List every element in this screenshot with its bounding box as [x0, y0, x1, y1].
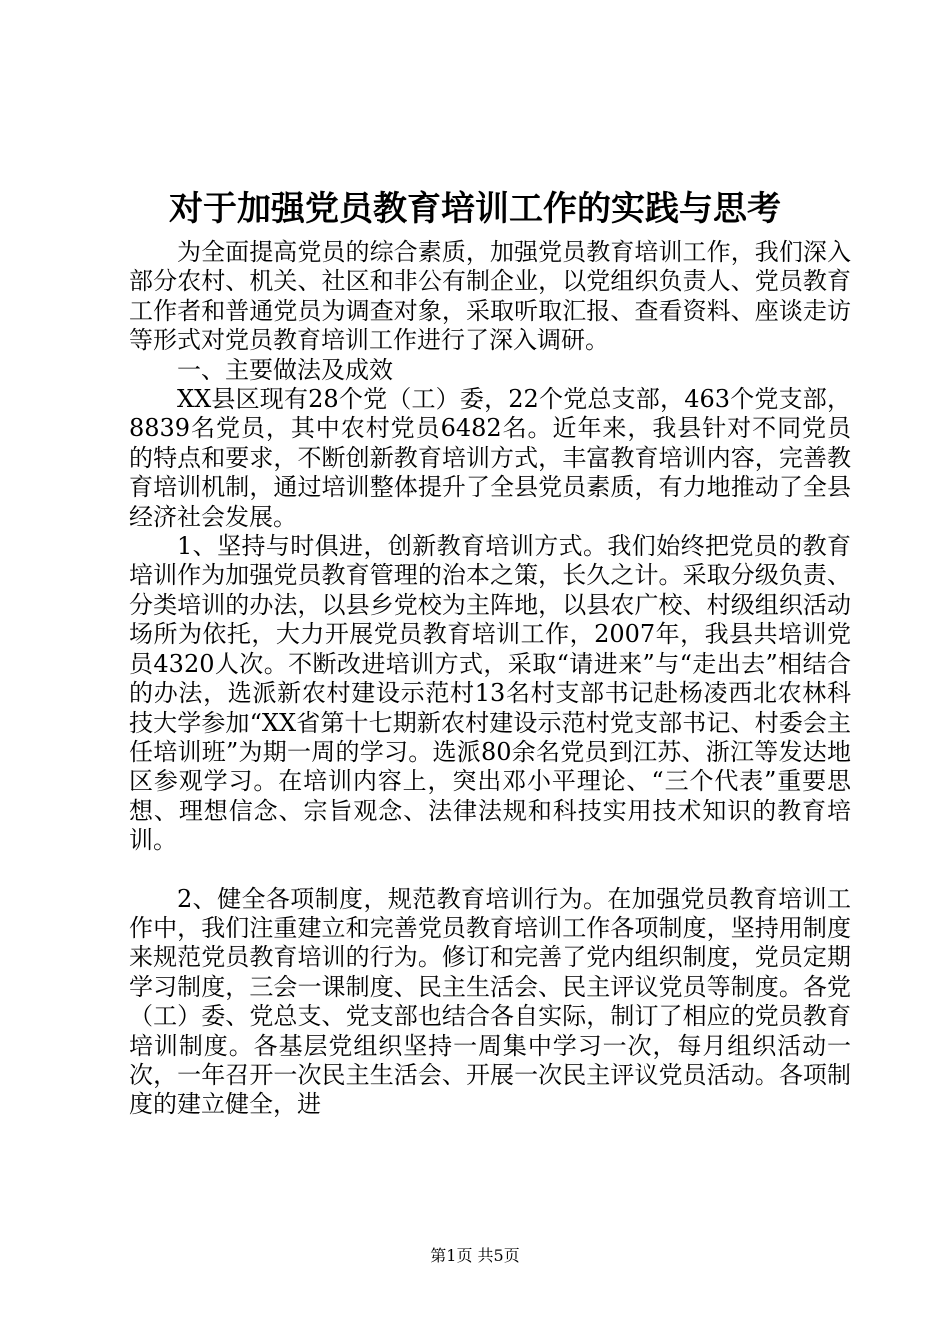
- document-title: 对于加强党员教育培训工作的实践与思考: [169, 189, 781, 229]
- paragraph-gap: [129, 856, 851, 885]
- page-number: 第1页 共5页: [430, 1246, 520, 1265]
- paragraph-point-1: 1、坚持与时俱进，创新教育培训方式。我们始终把党员的教育培训作为加强党员教育管理的治本之策，长久之计。采取分级负责、分类培训的办法，以县乡党校为主阵地，以县农广校、村级组织活动场所为依托，大力开展党员教育培训工作，2007年，我县共培训党员4320人次。不断改进培训方式，采取“请进来”与“走出去”相结合的办法，选派新农村建设示范村13名村支部书记赴杨凌西北农林科技大学参加“XX省第十七期新农村建设示范村党支部书记、村委会主任培训班”为期一周的学习。选派80余名党员到江苏、浙江等发达地区参观学习。在培训内容上，突出邓小平理论、“三个代表”重要思想、理想信念、宗旨观念、法律法规和科技实用技术知识的教育培训。: [129, 532, 851, 855]
- document-body: [129, 238, 851, 1120]
- section-heading: 一、主要做法及成效: [177, 355, 393, 384]
- paragraph-overview: XX县区现有28个党（工）委，22个党总支部，463个党支部，8839名党员，其中农村党员6482名。近年来，我县针对不同党员的特点和要求，不断创新教育培训方式，丰富教育培训内容，完善教育培训机制，通过培训整体提升了全县党员素质，有力地推动了全县经济社会发展。: [129, 385, 851, 531]
- paragraph-intro: 为全面提高党员的综合素质，加强党员教育培训工作，我们深入部分农村、机关、社区和非公有制企业，以党组织负责人、党员教育工作者和普通党员为调查对象，采取听取汇报、查看资料、座谈走访等形式对党员教育培训工作进行了深入调研。: [129, 238, 851, 355]
- paragraph-point-2: 2、健全各项制度，规范教育培训行为。在加强党员教育培训工作中，我们注重建立和完善党员教育培训工作各项制度，坚持用制度来规范党员教育培训的行为。修订和完善了党内组织制度，党员定期学习制度，三会一课制度、民主生活会、民主评议党员等制度。各党（工）委、党总支、党支部也结合各自实际，制订了相应的党员教育培训制度。各基层党组织坚持一周集中学习一次，每月组织活动一次，一年召开一次民主生活会、开展一次民主评议党员活动。各项制度的建立健全，进: [129, 884, 851, 1119]
